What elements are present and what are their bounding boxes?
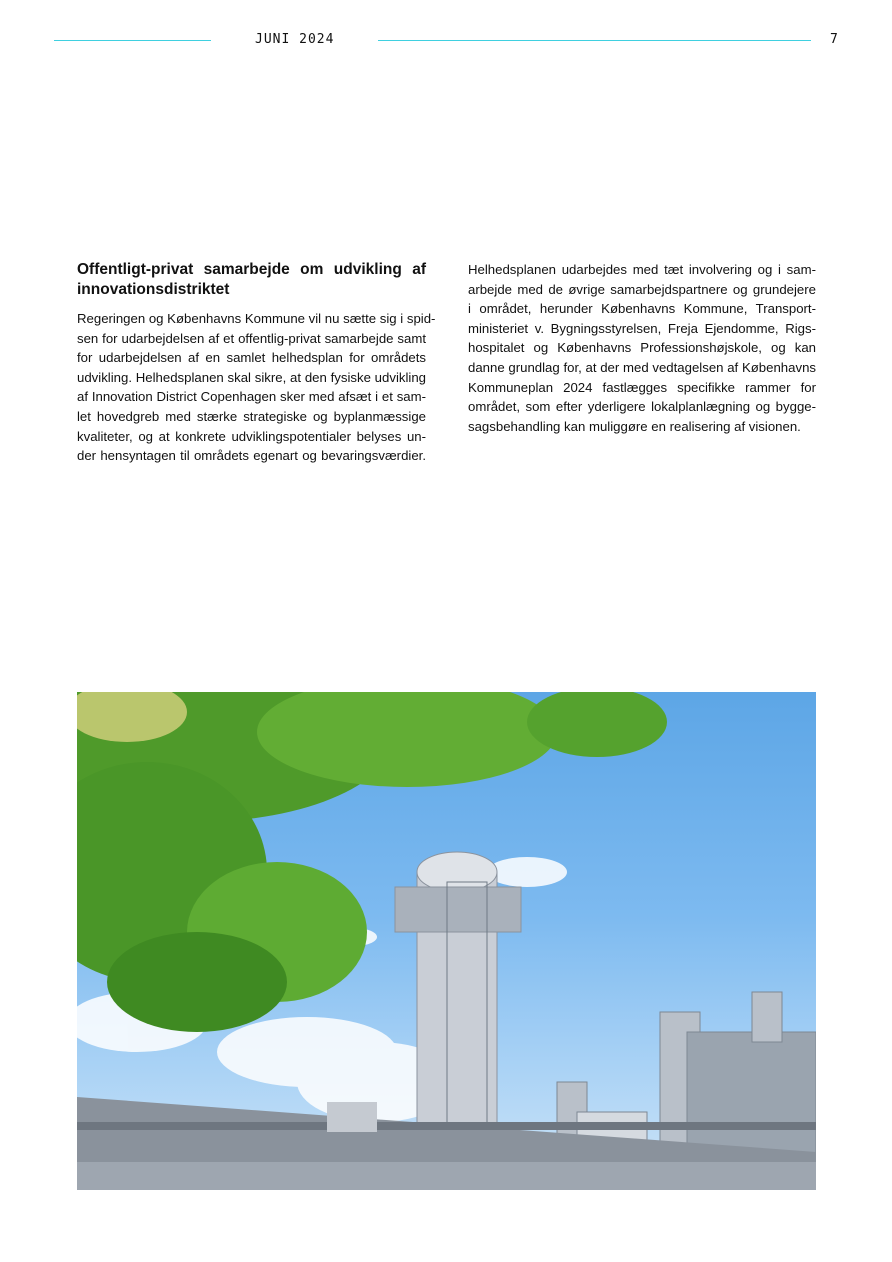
text-line: sagsbehandling kan muliggøre en realisering af visionen. (468, 418, 801, 434)
page-number: 7 (830, 32, 839, 47)
text-line: kvaliteter, og at konkrete udviklingspotentialer belyses un- (77, 428, 426, 444)
header-rule-right (378, 40, 811, 41)
header-rule-left (54, 40, 211, 41)
text-line: Regeringen og Københavns Kommune vil nu sætte sig i spid- (77, 311, 436, 326)
section-title (77, 260, 426, 300)
text-line: for udarbejdelsen af en samlet helhedsplan for områdets (77, 350, 426, 366)
title-line: Offentligt-privat samarbejde om udvikling af (77, 261, 426, 278)
text-line: området, som efter yderligere lokalplanlægning og bygge- (468, 399, 816, 415)
text-line: af Innovation District Copenhagen sker med afsæt i et sam- (77, 389, 426, 405)
text-line: let hovedgreb med stærke strategiske og byplanmæssige (77, 408, 426, 424)
left-column-text (77, 309, 436, 466)
title-line: innovationsdistriktet (77, 281, 230, 298)
foliage (77, 692, 667, 1032)
text-line: udvikling. Helhedsplanen skal sikre, at den fysiske udvikling (77, 369, 426, 385)
text-line: arbejde med de øvrige samarbejdspartnere og grundejere (468, 281, 816, 297)
photo-illustration (77, 692, 816, 1190)
text-line: sen for udarbejdelsen af et offentlig-privat samarbejde samt (77, 330, 426, 346)
text-line: ministeriet v. Bygningsstyrelsen, Freja Ejendomme, Rigs- (468, 320, 816, 336)
power-plant-photo (77, 692, 816, 1190)
header-month: JUNI 2024 (255, 32, 335, 47)
text-line: hospitalet og Københavns Professionshøjskole, og kan (468, 340, 816, 356)
text-line: danne grundlag for, at der med vedtagelsen af Københavns (468, 359, 816, 375)
text-line: Helhedsplanen udarbejdes med tæt involvering og i sam- (468, 262, 816, 277)
text-line: i området, herunder Københavns Kommune, Transport- (468, 301, 816, 317)
text-line: Kommuneplan 2024 fastlægges specifikke rammer for (468, 379, 816, 395)
right-column-text (468, 260, 816, 436)
text-line: der hensyntagen til områdets egenart og bevaringsværdier. (77, 448, 426, 464)
